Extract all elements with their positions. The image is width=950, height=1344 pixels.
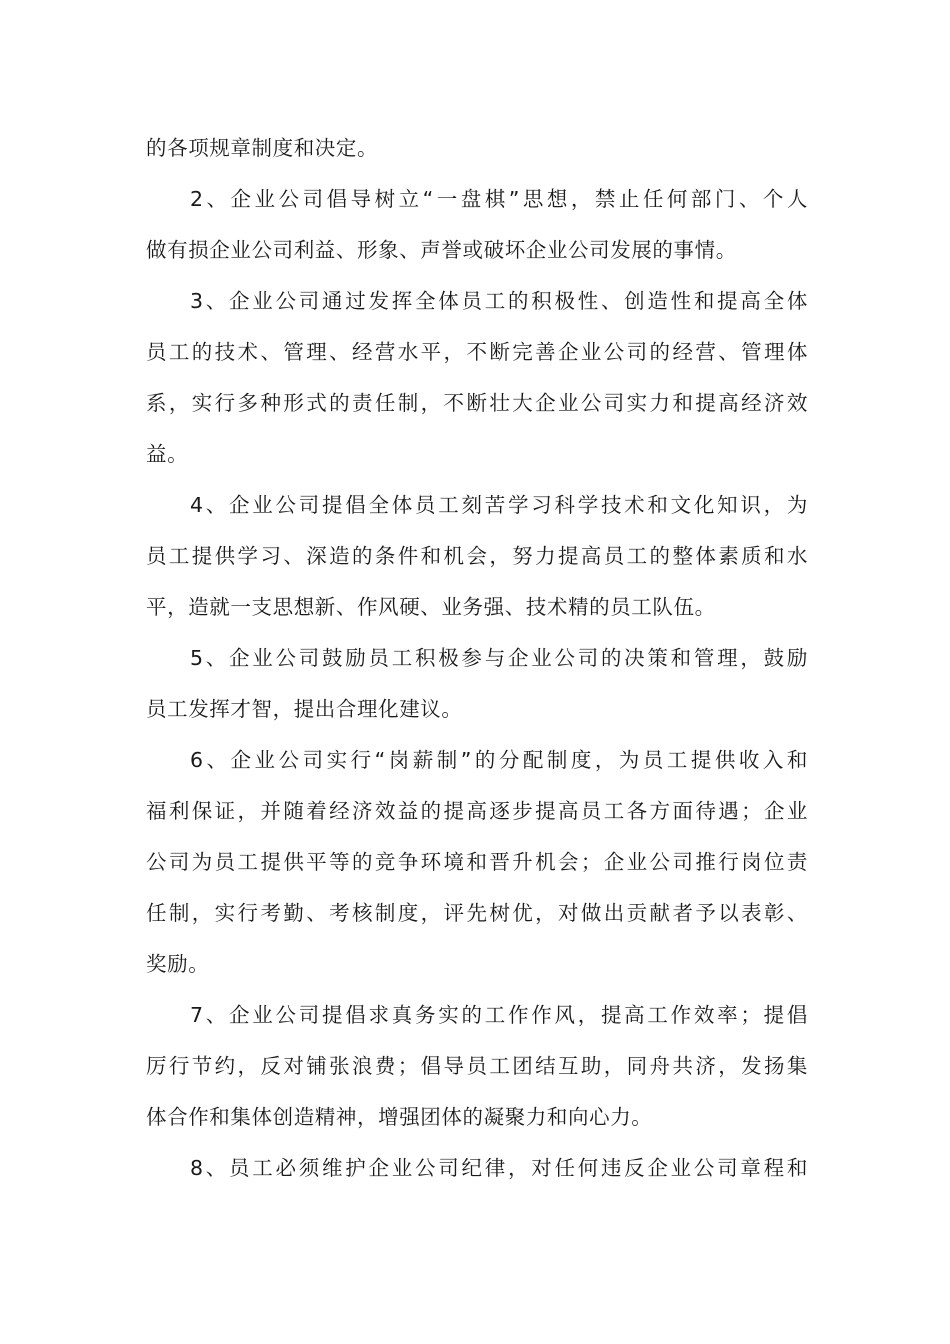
- text-line: 员工发挥才智，提出合理化建议。: [146, 697, 463, 721]
- text-line: 福利保证，并随着经济效益的提高逐步提高员工各方面待遇；企业: [146, 799, 808, 823]
- body-text: [146, 123, 808, 1194]
- text-line: 平，造就一支思想新、作风硬、业务强、技术精的员工队伍。: [146, 595, 716, 619]
- text-line: 系，实行多种形式的责任制，不断壮大企业公司实力和提高经济效: [146, 391, 808, 415]
- text-line: 公司为员工提供平等的竞争环境和晋升机会；企业公司推行岗位责: [146, 850, 808, 874]
- text-line: 奖励。: [146, 952, 210, 976]
- paragraph-8-line: 8、员工必须维护企业公司纪律，对任何违反企业公司章程和: [190, 1156, 808, 1180]
- text-line: 益。: [146, 442, 189, 466]
- text-line: 厉行节约，反对铺张浪费；倡导员工团结互助，同舟共济，发扬集: [146, 1054, 808, 1078]
- paragraph-5-line: 5、企业公司鼓励员工积极参与企业公司的决策和管理，鼓励: [190, 646, 808, 670]
- paragraph-6-line: 6、企业公司实行“岗薪制”的分配制度，为员工提供收入和: [190, 748, 808, 772]
- text-line: 员工提供学习、深造的条件和机会，努力提高员工的整体素质和水: [146, 544, 808, 568]
- paragraph-7-line: 7、企业公司提倡求真务实的工作作风，提高工作效率；提倡: [190, 1003, 808, 1027]
- text-line: 体合作和集体创造精神，增强团体的凝聚力和向心力。: [146, 1105, 653, 1129]
- paragraph-3-line: 3、企业公司通过发挥全体员工的积极性、创造性和提高全体: [190, 289, 808, 313]
- text-line: 任制，实行考勤、考核制度，评先树优，对做出贡献者予以表彰、: [146, 901, 808, 925]
- text-line: 员工的技术、管理、经营水平，不断完善企业公司的经营、管理体: [146, 340, 808, 364]
- text-line: 的各项规章制度和决定。: [146, 136, 379, 160]
- paragraph-4-line: 4、企业公司提倡全体员工刻苦学习科学技术和文化知识，为: [190, 493, 808, 517]
- text-line: 做有损企业公司利益、形象、声誉或破坏企业公司发展的事情。: [146, 238, 737, 262]
- paragraph-2-line: 2、企业公司倡导树立“一盘棋”思想，禁止任何部门、个人: [190, 187, 808, 211]
